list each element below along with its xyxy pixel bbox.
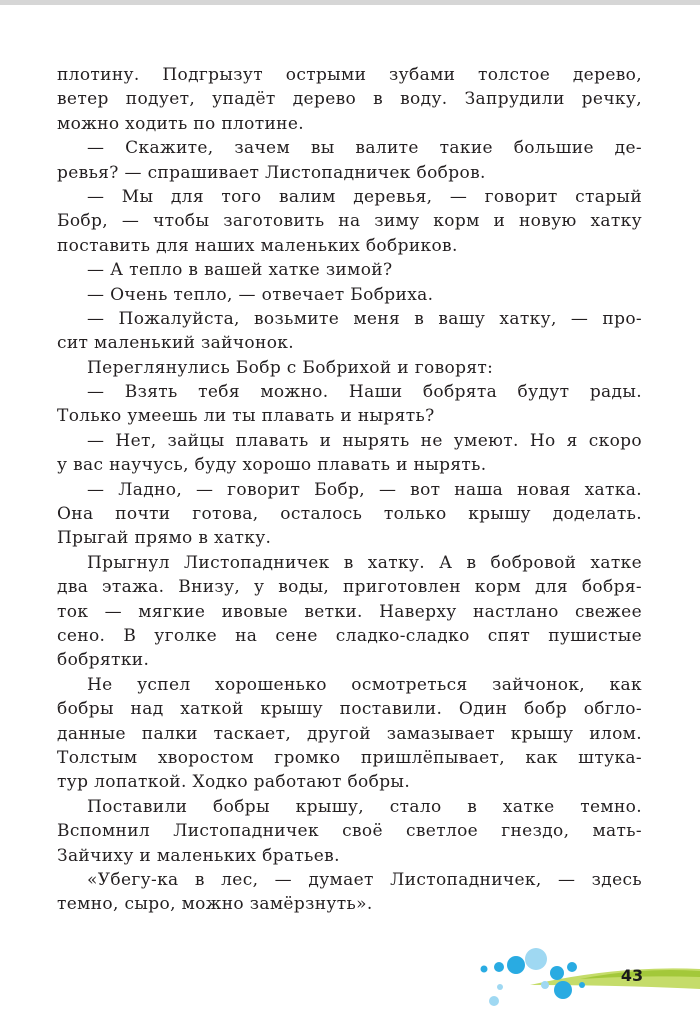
- text-line: — Взять тебя можно. Наши бобрята будут рады.: [87, 382, 642, 403]
- top-rule: [0, 0, 700, 5]
- text-line: — Пожалуйста, возьмите меня в вашу хатку, — про-: [87, 308, 642, 329]
- text-line: Прыгай прямо в хатку.: [57, 528, 272, 549]
- text-line: тур лопаткой. Ходко работают бобры.: [57, 772, 411, 793]
- text-line: — Ладно, — говорит Бобр, — вот наша новая хатка.: [87, 479, 642, 500]
- text-line: Она почти готова, осталось только крышу доделать.: [57, 504, 642, 525]
- text-line: можно ходить по плотине.: [57, 113, 305, 134]
- text-line: Толстым хворостом громко пришлёпывает, как штука-: [57, 747, 642, 768]
- paragraph: [57, 258, 642, 282]
- bubble: [489, 996, 499, 1006]
- paragraph: [57, 868, 642, 917]
- paragraph: [57, 185, 642, 258]
- paragraph: [57, 380, 642, 429]
- text-line: «Убегу-ка в лес, — думает Листопадничек, — здесь: [87, 869, 642, 890]
- text-line: сит маленький зайчонок.: [57, 333, 295, 354]
- bubble: [497, 984, 503, 990]
- text-line: плотину. Подгрызут острыми зубами толстое дерево,: [57, 65, 642, 85]
- text-line: бобрятки.: [57, 650, 150, 671]
- text-line: Поставили бобры крышу, стало в хатке темно.: [87, 796, 642, 817]
- bubble: [481, 966, 488, 973]
- text-line: Прыгнул Листопадничек в хатку. А в бобровой хатке: [87, 552, 642, 573]
- text-line: поставить для наших маленьких бобриков.: [57, 235, 458, 256]
- bubble: [507, 956, 525, 974]
- text-line: ток — мягкие ивовые ветки. Наверху настлано свежее: [57, 601, 642, 622]
- paragraph: [57, 429, 642, 478]
- paragraph: [57, 136, 642, 185]
- text-line: бобры над хаткой крышу поставили. Один бобр обгло-: [57, 699, 642, 720]
- text-line: ревья? — спрашивает Листопадничек бобров.: [57, 162, 486, 183]
- bubble: [550, 966, 564, 980]
- paragraph: [57, 551, 642, 673]
- text-line: — Мы для того валим деревья, — говорит старый: [87, 186, 642, 207]
- text-line: — А тепло в вашей хатке зимой?: [87, 260, 393, 281]
- text-line: — Очень тепло, — отвечает Бобриха.: [87, 284, 434, 305]
- text-line: Вспомнил Листопадничек своё светлое гнездо, мать-: [57, 821, 642, 842]
- paragraph: [57, 795, 642, 868]
- text-line: Бобр, — чтобы заготовить на зиму корм и новую хатку: [57, 211, 642, 232]
- text-line: темно, сыро, можно замёрзнуть».: [57, 894, 373, 915]
- paragraph: [57, 307, 642, 356]
- paragraph: [57, 356, 642, 380]
- paragraph: [57, 673, 642, 795]
- paragraph: [57, 478, 642, 551]
- text-line: — Скажите, зачем вы валите такие большие де-: [87, 138, 642, 159]
- text-line: — Нет, зайцы плавать и нырять не умеют. Но я скоро: [87, 430, 642, 451]
- paragraph: [57, 283, 642, 307]
- bubble: [579, 982, 585, 988]
- text-line: Только умеешь ли ты плавать и нырять?: [57, 406, 435, 427]
- paragraph: [57, 63, 642, 136]
- bubble: [567, 962, 577, 972]
- text-line: Зайчиху и маленьких братьев.: [57, 845, 340, 866]
- text-line: Переглянулись Бобр с Бобрихой и говорят:: [87, 357, 494, 378]
- page-number: 43: [620, 966, 644, 985]
- text-line: сено. В уголке на сене сладко-сладко спят пушистые: [57, 625, 642, 646]
- text-line: два этажа. Внизу, у воды, приготовлен корм для бобря-: [57, 577, 642, 598]
- story-text: [57, 63, 642, 917]
- text-line: ветер подует, упадёт дерево в воду. Запрудили речку,: [57, 89, 642, 110]
- bubble: [525, 948, 547, 970]
- bubble: [541, 981, 549, 989]
- text-line: у вас научусь, буду хорошо плавать и нырять.: [57, 455, 487, 476]
- bubbles-decoration-icon: [470, 945, 700, 1014]
- text-line: данные палки таскает, другой замазывает крышу илом.: [57, 723, 642, 744]
- bubble: [554, 981, 572, 999]
- text-line: Не успел хорошенько осмотреться зайчонок, как: [87, 674, 642, 695]
- bubble: [494, 962, 504, 972]
